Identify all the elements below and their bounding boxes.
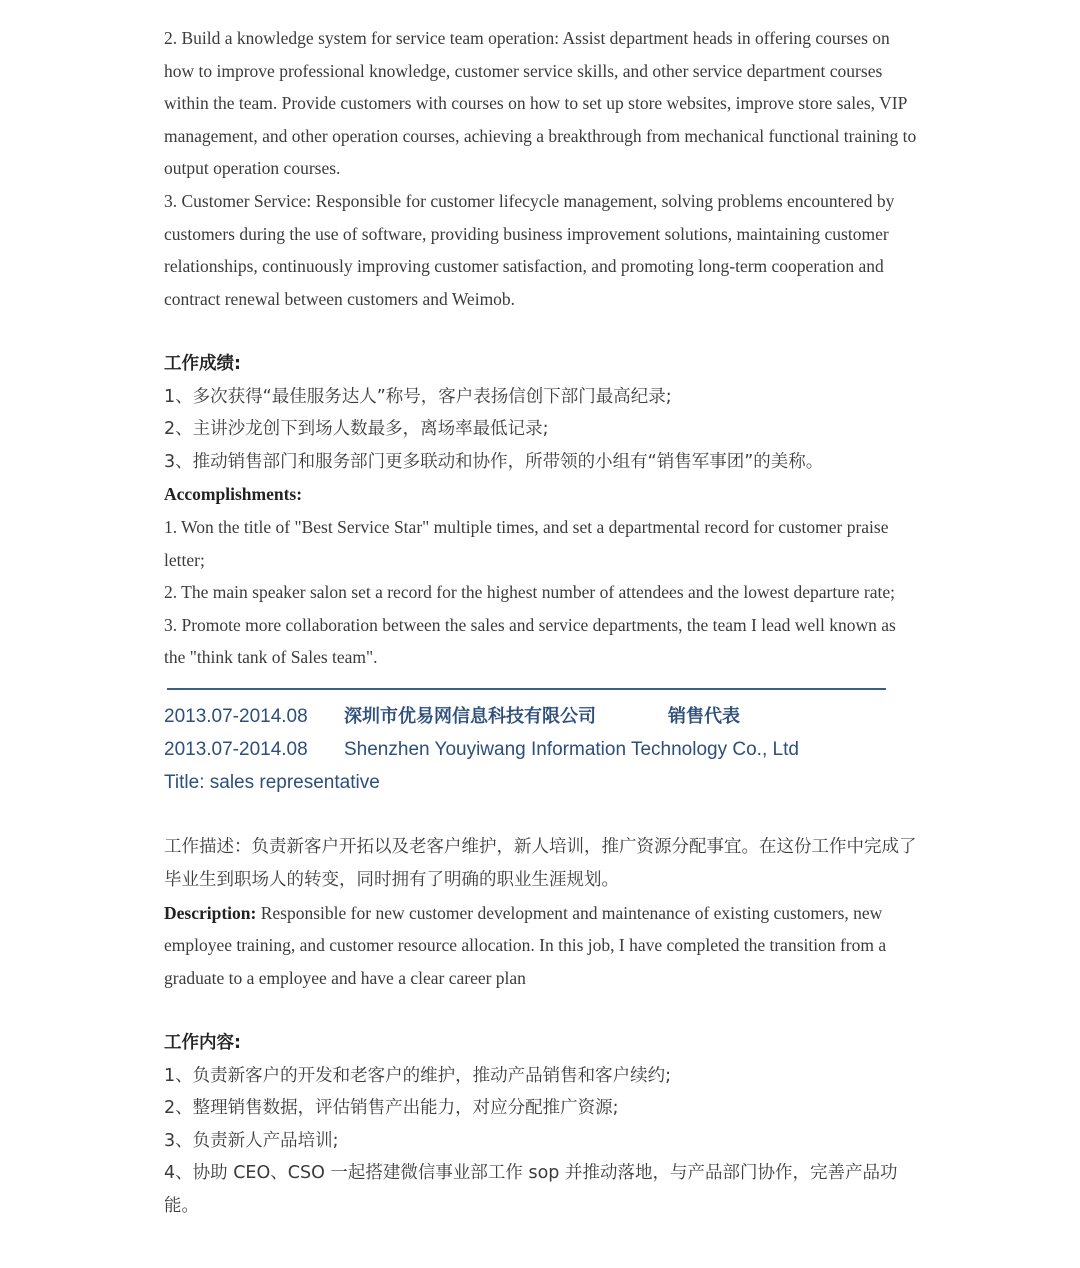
achievement-cn-item: 2、主讲沙龙创下到场人数最多，离场率最低记录; xyxy=(164,419,549,440)
company-name-en: Shenzhen Youyiwang Information Technology Co., Ltd xyxy=(344,738,799,760)
job-header-en xyxy=(164,733,920,766)
job-header-cn xyxy=(164,700,920,733)
duty-paragraph: 3. Customer Service: Responsible for customer lifecycle management, solving problems encountered by customers during the use of software, providing business improvement solutions, maintaining customer relationships, continuously improving customer satisfaction, and promoting long-term cooperation and contract renewal between customers and Weimob. xyxy=(164,190,895,309)
spacer xyxy=(164,315,920,348)
job-title-en: Title: sales representative xyxy=(164,771,380,793)
resume-page xyxy=(164,22,920,1223)
achievement-cn-item: 1、多次获得“最佳服务达人”称号，客户表扬信创下部门最高纪录; xyxy=(164,386,672,407)
job-content-item: 3、负责新人产品培训; xyxy=(164,1130,339,1151)
job-content-item: 4、协助 CEO、CSO 一起搭建微信事业部工作 sop 并推动落地，与产品部门协作，完善产品功能。 xyxy=(164,1163,898,1216)
achievement-en-item: 1. Won the title of "Best Service Star" multiple times, and set a departmental record for customer praise letter; xyxy=(164,516,889,570)
job-description-cn: 工作描述：负责新客户开拓以及老客户维护，新人培训，推广资源分配事宜。在这份工作中完成了毕业生到职场人的转变，同时拥有了明确的职业生涯规划。 xyxy=(164,837,917,891)
job-content-item: 2、整理销售数据，评估销售产出能力，对应分配推广资源; xyxy=(164,1098,619,1119)
duty-paragraph: 2. Build a knowledge system for service team operation: Assist department heads in offering courses on how to improve professional knowledge, customer service skills, and other service department courses within the team. Provide customers with courses on how to set up store websites, improve store sales, VIP management, and other operation courses, achieving a breakthrough from mechanical functional training to output operation courses. xyxy=(164,28,917,179)
achievement-en-item: 2. The main speaker salon set a record for the highest number of attendees and the lowest departure rate; xyxy=(164,582,896,603)
job-content-item: 1、负责新客户的开发和老客户的维护，推动产品销售和客户续约; xyxy=(164,1065,672,1086)
job-description-en xyxy=(164,897,920,995)
spacer xyxy=(164,799,920,832)
achievement-cn-item: 3、推动销售部门和服务部门更多联动和协作，所带领的小组有“销售军事团”的美称。 xyxy=(164,451,824,472)
job-period: 2013.07-2014.08 xyxy=(164,738,308,760)
description-text: Responsible for new customer development and maintenance of existing customers, new employee training, and customer resource allocation. In this job, I have completed the transition from a graduate to a employee and have a clear career plan xyxy=(164,902,887,988)
description-label: Description: xyxy=(164,902,257,923)
achievements-cn-heading: 工作成绩: xyxy=(164,353,241,374)
job-content-heading: 工作内容: xyxy=(164,1033,241,1054)
company-name-cn: 深圳市优易网信息科技有限公司 xyxy=(344,705,596,727)
achievements-en-heading: Accomplishments: xyxy=(164,484,303,505)
job-period: 2013.07-2014.08 xyxy=(164,705,308,727)
section-divider xyxy=(167,688,886,690)
spacer xyxy=(164,994,920,1027)
achievement-en-item: 3. Promote more collaboration between the sales and service departments, the team I lead well known as the "think tank of Sales team". xyxy=(164,614,896,668)
job-title-cn: 销售代表 xyxy=(668,705,740,727)
